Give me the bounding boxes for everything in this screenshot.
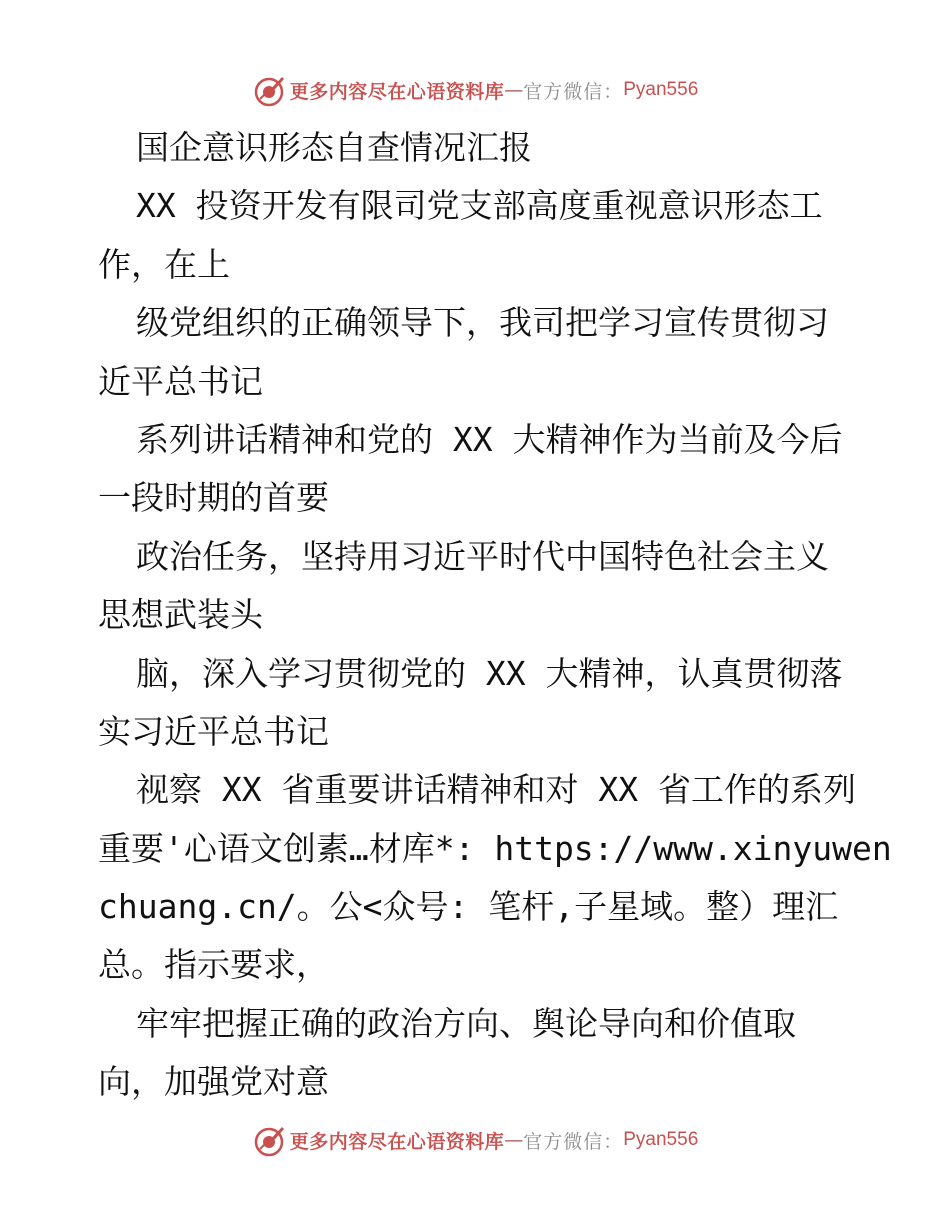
document-title: 国企意识形态自查情况汇报 [136,128,532,167]
text-line: 总。指示要求， [98,945,329,985]
banner-dash: — [504,1129,524,1151]
text-line: 脑，深入学习贯彻党的 XX 大精神，认真贯彻落 [136,653,843,693]
banner-label: 官方微信： [523,80,624,103]
text-line: XX 投资开发有限司党支部高度重视意识形态工 [136,186,823,226]
document-body [98,119,892,1112]
text-line: chuang.cn/。公<众号: 笔杆,子星域。整）理汇 [98,887,839,927]
text-line: 作，在上 [98,244,230,284]
text-line: 视察 XX 省重要讲话精神和对 XX 省工作的系列 [136,770,856,810]
footer-banner [0,1120,950,1160]
text-line: 一段时期的首要 [98,478,329,518]
banner-site-text: 更多内容尽在心语资料库 [289,1130,505,1153]
quill-logo-icon [252,73,286,107]
banner-site-text: 更多内容尽在心语资料库 [289,80,505,103]
text-line: 级党组织的正确领导下，我司把学习宣传贯彻习 [136,303,829,343]
text-line: 近平总书记 [98,361,263,401]
text-line: 系列讲话精神和党的 XX 大精神作为当前及今后 [136,419,843,459]
text-line: 思想武装头 [98,595,263,635]
text-line: 重要'心语文创素…材库*: https://www.xinyuwen [98,828,892,868]
text-line: 牢牢把握正确的政治方向、舆论导向和价值取 [136,1003,796,1043]
banner-label: 官方微信： [523,1130,624,1153]
banner-dash: — [504,79,524,101]
quill-logo-icon [252,1123,286,1157]
banner-wechat-id: Pyan556 [623,1129,699,1150]
text-line: 实习近平总书记 [98,711,329,751]
text-line: 向，加强党对意 [98,1062,329,1102]
text-line: 政治任务，坚持用习近平时代中国特色社会主义 [136,536,829,576]
banner-wechat-id: Pyan556 [623,79,699,100]
header-banner [0,70,950,110]
